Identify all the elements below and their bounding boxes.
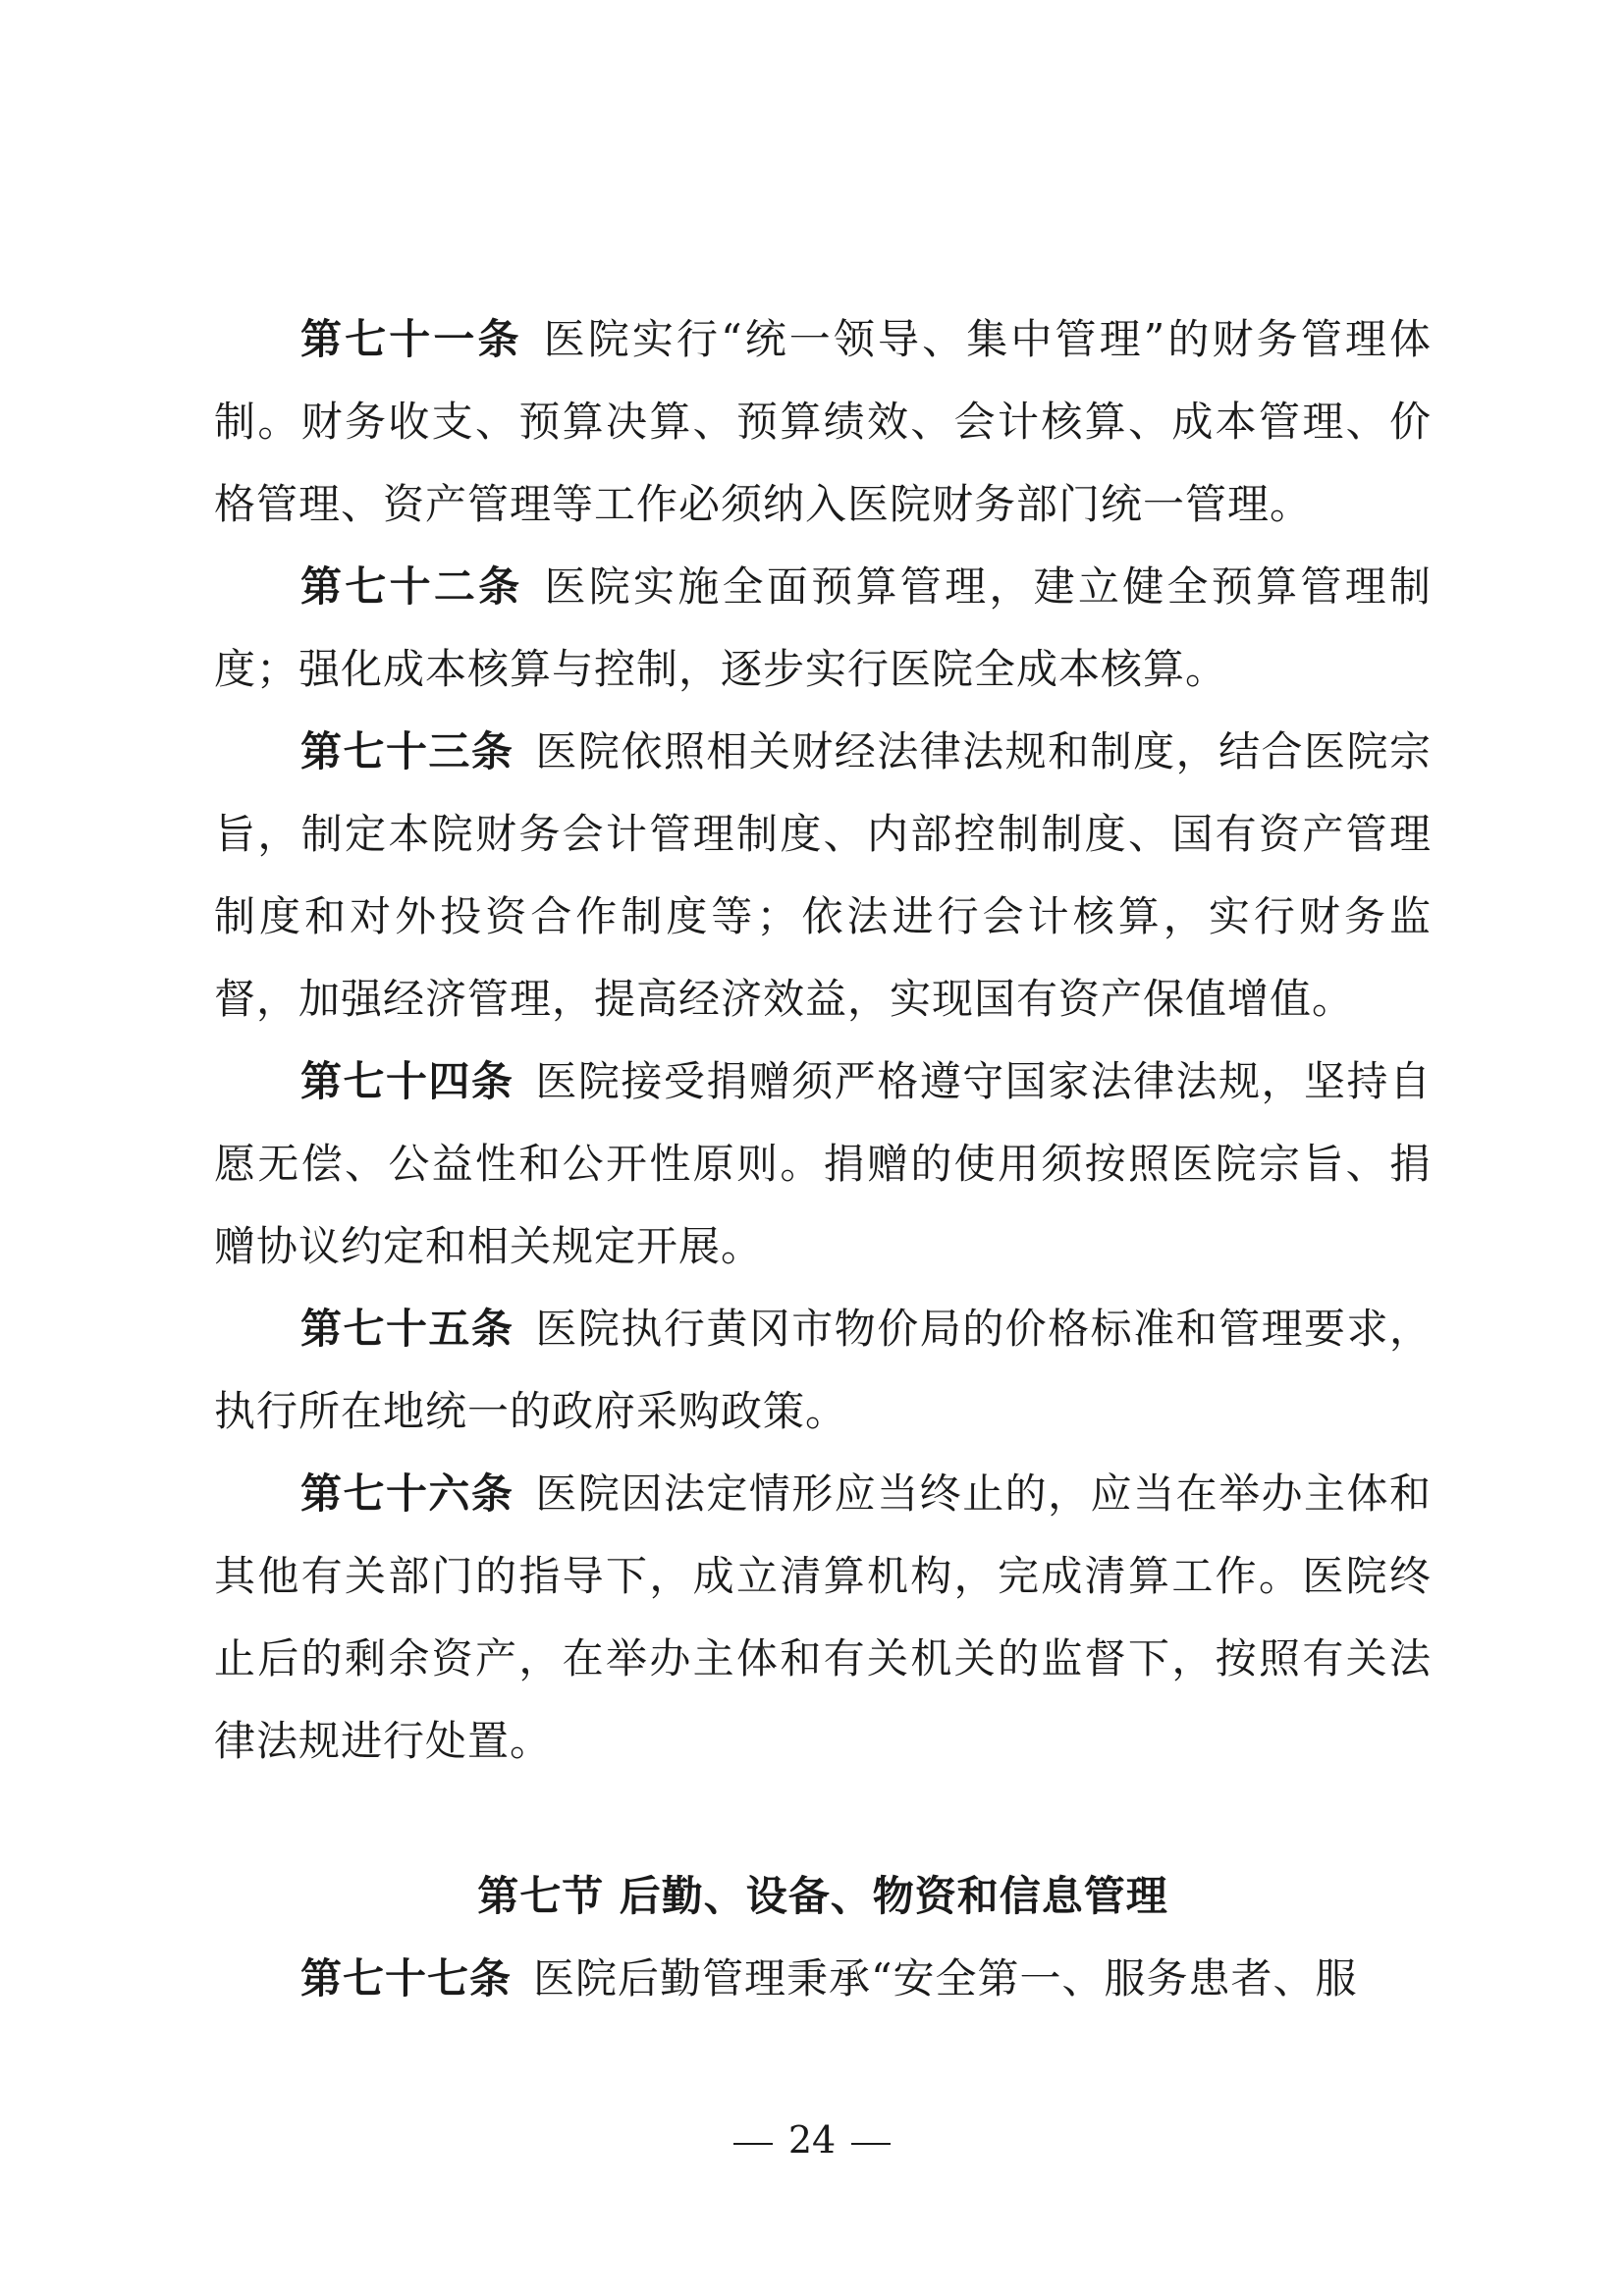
- dash-left: [733, 2143, 773, 2145]
- article-73: [214, 711, 1432, 1041]
- article-71: [214, 298, 1432, 546]
- article-label: 第七十三条: [300, 727, 514, 775]
- article-label: 第七十二条: [300, 562, 523, 611]
- article-text: 医院实施全面预算管理，建立健全预算管理制度；强化成本核算与控制，逐步实行医院全成本核算。: [214, 562, 1432, 693]
- article-text: 医院依照相关财经法律法规和制度，结合医院宗旨，制定本院财务会计管理制度、内部控制制度、国有资产管理制度和对外投资合作制度等；依法进行会计核算，实行财务监督，加强经济管理，提高经济效益，实现国有资产保值增值。: [214, 727, 1432, 1023]
- article-text: 医院执行黄冈市物价局的价格标准和管理要求，执行所在地统一的政府采购政策。: [214, 1305, 1432, 1435]
- article-label: 第七十四条: [300, 1057, 514, 1105]
- article-74: [214, 1041, 1432, 1288]
- article-76: [214, 1453, 1432, 1783]
- article-text: 医院后勤管理秉承“安全第一、服务患者、服: [533, 1954, 1358, 2002]
- article-77: [214, 1938, 1432, 2020]
- articles-block: [214, 298, 1432, 1783]
- article-label: 第七十一条: [300, 315, 522, 363]
- article-text: 医院接受捐赠须严格遵守国家法律法规，坚持自愿无偿、公益性和公开性原则。捐赠的使用须按照医院宗旨、捐赠协议约定和相关规定开展。: [214, 1057, 1432, 1270]
- article-label: 第七十五条: [300, 1305, 514, 1353]
- section-heading: 第七节 后勤、设备、物资和信息管理: [477, 1872, 1168, 1920]
- article-text: 医院实行“统一领导、集中管理”的财务管理体制。财务收支、预算决算、预算绩效、会计核算、成本管理、价格管理、资产管理等工作必须纳入医院财务部门统一管理。: [214, 315, 1432, 528]
- page-number: 24: [787, 2118, 837, 2162]
- page-footer: [0, 2110, 1624, 2169]
- article-label: 第七十七条: [300, 1954, 513, 2002]
- article-75: [214, 1288, 1432, 1453]
- article-72: [214, 546, 1432, 711]
- article-77-block: [214, 1938, 1432, 2020]
- article-label: 第七十六条: [300, 1469, 514, 1518]
- article-text: 医院因法定情形应当终止的，应当在举办主体和其他有关部门的指导下，成立清算机构，完成清算工作。医院终止后的剩余资产，在举办主体和有关机关的监督下，按照有关法律法规进行处置。: [214, 1469, 1432, 1765]
- dash-right: [851, 2143, 891, 2145]
